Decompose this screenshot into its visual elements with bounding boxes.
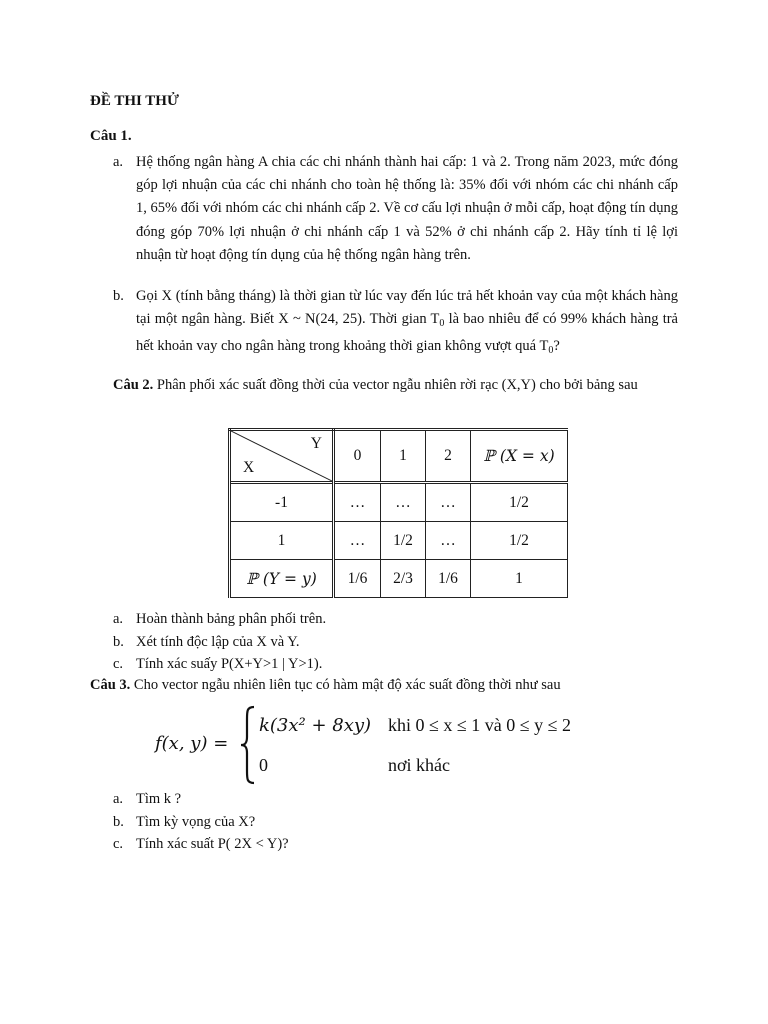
table-cell: … [426,522,471,560]
table-cell: 1/2 [471,483,568,522]
table-row [230,522,568,560]
question-1b [113,285,678,363]
subscript: 0 [548,345,554,357]
table-cell: 2/3 [381,560,426,598]
question-2-label: Câu 2. [113,377,154,393]
table-row [230,483,568,522]
column-header: 1 [381,430,426,483]
corner-y-label: Y [310,435,322,452]
table-row [230,560,568,598]
question-3-text: Cho vector ngẫu nhiên liên tục có hàm mật độ xác suất đồng thời như sau [130,677,561,693]
question-3-label: Câu 3. [90,677,131,693]
joint-distribution-table [228,428,568,598]
question-3 [90,677,561,694]
corner-x-label: X [243,459,255,476]
item-marker: b. [113,288,124,304]
row-label: 1 [230,522,334,560]
question-1-label: Câu 1. [90,128,132,144]
question-2-text: Phân phối xác suất đồng thời của vector ngẫu nhiên rời rạc (X,Y) cho bởi bảng sau [153,377,638,393]
list-item: c. Tính xác suấy P(X+Y>1 | Y>1). [113,656,323,672]
table-cell: 1 [471,560,568,598]
question-2-items [113,608,326,676]
table-cell: … [334,522,381,560]
item-marker: a. [113,154,124,170]
case-2-condition: nơi khác [388,755,450,775]
table-cell: 1/6 [426,560,471,598]
question-3-items [113,788,289,856]
column-header: ℙ (X = x) [471,430,568,483]
case-1-condition: khi 0 ≤ x ≤ 1 và 0 ≤ y ≤ 2 [388,715,572,735]
list-item: a. Hoàn thành bảng phân phối trên. [113,611,327,627]
column-header: 0 [334,430,381,483]
case-2-expression: 0 [259,755,268,775]
left-brace [239,705,257,785]
row-label: -1 [230,483,334,522]
list-item: c. Tính xác suất P( 2X < Y)? [113,836,289,852]
table-cell: … [381,483,426,522]
subscript: 0 [439,318,445,330]
density-equation [155,705,635,785]
column-header: 2 [426,430,471,483]
question-1a-text: Hệ thống ngân hàng A chia các chi nhánh thành hai cấp: 1 và 2. Trong năm 2023, mức đóng góp lợi nhuận của các chi nhánh cho toàn hệ thống là: 35% đối với nhóm các chi nhánh cấp 1, 65% đối với nhóm các chi nhánh cấp 2. Về cơ cấu lợi nhuận ở mỗi cấp, hoạt động tín dụng đóng góp 70% lợi nhuận ở chi nhánh cấp 1 và 52% ở chi nhánh cấp 2. Hãy tính tỉ lệ lợi nhuận từ hoạt động tín dụng của hệ thống ngân hàng trên. [136,154,678,263]
list-item: b. Tìm kỳ vọng của X? [113,813,256,830]
table-header-row [230,430,568,483]
table-corner-cell [230,430,334,483]
table-cell: … [426,483,471,522]
row-label: ℙ (Y = y) [230,560,334,598]
case-1-expression: k(3x² + 8xy) [259,715,372,736]
table-cell: 1/6 [334,560,381,598]
table-cell: … [334,483,381,522]
page-title: ĐỀ THI THỬ [90,93,179,109]
question-1a [113,151,678,267]
list-item: a. Tìm k ? [113,791,182,807]
table-cell: 1/2 [381,522,426,560]
question-2 [113,374,678,397]
question-1b-text: Gọi X (tính bằng tháng) là thời gian từ lúc vay đến lúc trả hết khoản vay của một khách hàng tại một ngân hàng. Biết X ~ N(24, 25). Thời gian $T_0$ là bao nhiêu để có 99% khách hàng trả hết khoản vay cho ngân hàng trong khoảng thời gian không vượt quá $T_0$? [136,288,678,357]
list-item: b. Xét tính độc lập của X và Y. [113,633,300,650]
table-cell: 1/2 [471,522,568,560]
equation-lhs: f(x, y) = [155,733,229,754]
